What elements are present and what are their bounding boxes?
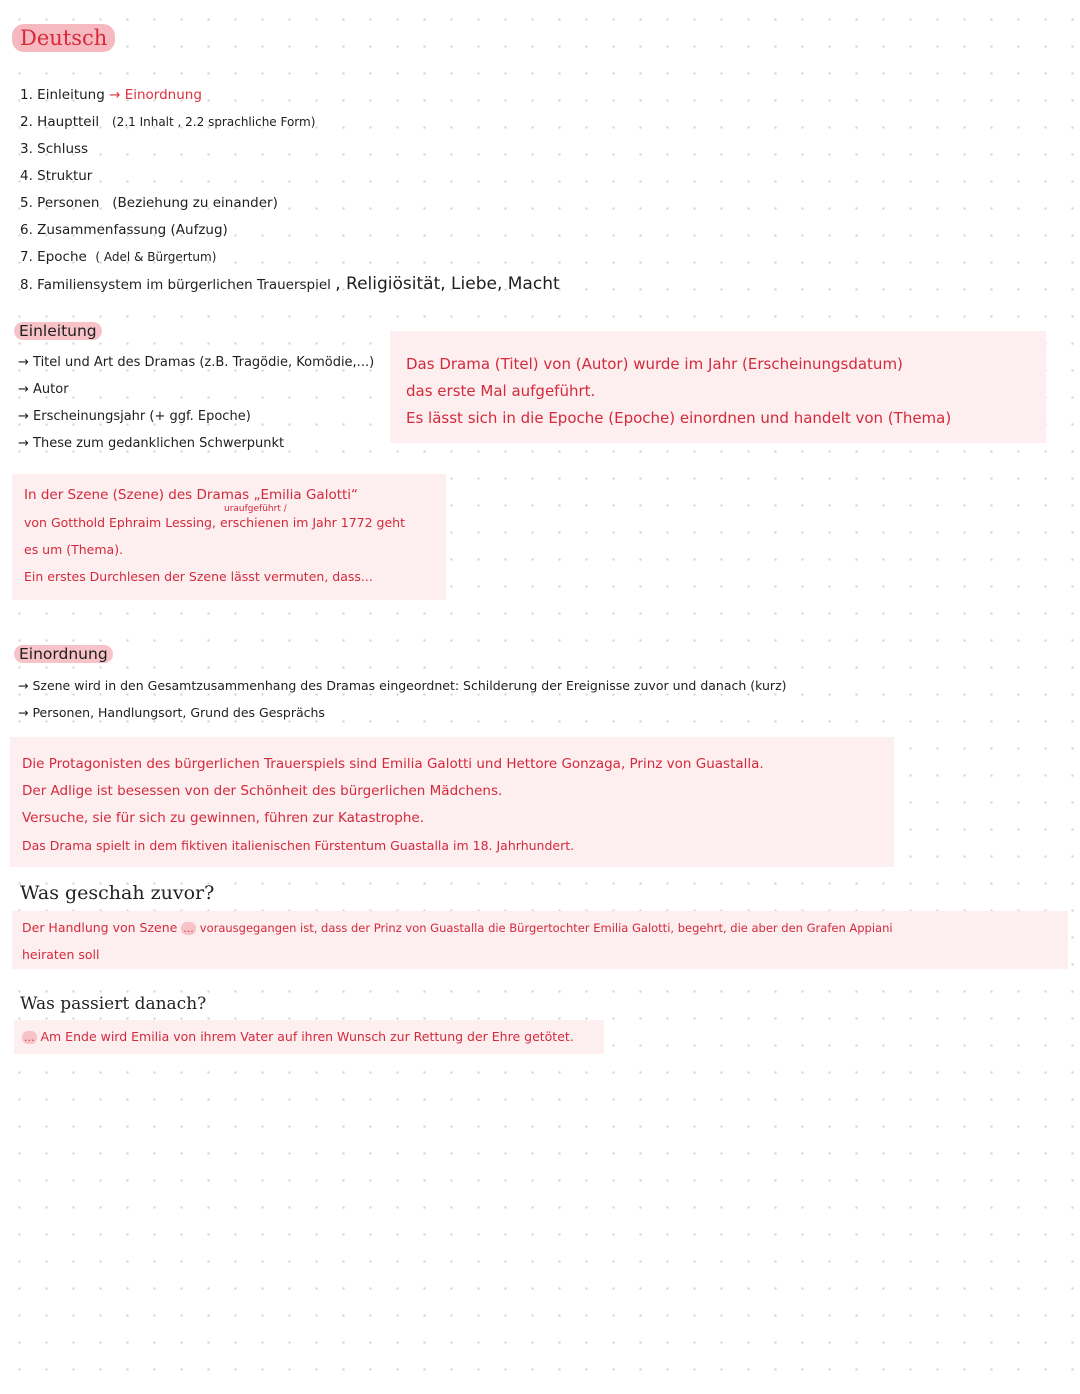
list-item: → Titel und Art des Dramas (z.B. Tragödie, Komödie,...) — [18, 355, 375, 370]
before-line-2: heiraten soll — [22, 947, 100, 962]
einleitung-template-box — [390, 331, 1046, 443]
outline-item-3: 3. Schluss — [20, 141, 89, 157]
section-heading-einordnung: Einordnung — [14, 645, 113, 663]
example-line-3: es um (Thema). — [24, 542, 124, 557]
outline-list — [20, 82, 560, 299]
einordnung-bullet-list — [18, 672, 1018, 726]
ellipsis-marker: ... — [24, 1031, 35, 1044]
einleitung-bullet-list — [18, 349, 388, 457]
after-answer-box: ... Am Ende wird Emilia von ihrem Vater auf ihren Wunsch zur Rettung der Ehre getötet. — [14, 1020, 604, 1054]
arrow-icon: → — [109, 87, 121, 103]
question-before: Was geschah zuvor? — [20, 882, 215, 904]
list-item: → Erscheinungsjahr (+ ggf. Epoche) — [18, 409, 251, 424]
page-title: Deutsch — [12, 24, 115, 52]
summary-line-1: Die Protagonisten des bürgerlichen Trauerspiels sind Emilia Galotti und Hettore Gonzaga, Prinz von Guastalla. — [22, 756, 764, 772]
list-item: → Personen, Handlungsort, Grund des Gesprächs — [18, 705, 325, 720]
question-after: Was passiert danach? — [20, 994, 207, 1014]
summary-line-2: Der Adlige ist besessen von der Schönheit des bürgerlichen Mädchens. — [22, 783, 503, 799]
example-line-2: von Gotthold Ephraim Lessing, erschienen im Jahr 1772 geht — [24, 515, 405, 530]
list-item: → These zum gedanklichen Schwerpunkt — [18, 436, 285, 451]
einleitung-example-box — [12, 474, 446, 600]
template-line-2: das erste Mal aufgeführt. — [406, 382, 596, 400]
outline-item-8: 8. Familiensystem im bürgerlichen Trauerspiel , Religiösität, Liebe, Macht — [20, 274, 560, 294]
example-line-4: Ein erstes Durchlesen der Szene lässt vermuten, dass... — [24, 569, 373, 584]
outline-item-5: 5. Personen (Beziehung zu einander) — [20, 195, 278, 211]
ellipsis-marker: ... — [183, 922, 194, 935]
list-item: → Autor — [18, 382, 69, 397]
outline-item-7: 7. Epoche ( Adel & Bürgertum) — [20, 249, 217, 265]
summary-line-4: Das Drama spielt in dem fiktiven italienischen Fürstentum Guastalla im 18. Jahrhundert. — [22, 838, 575, 853]
list-item: → Szene wird in den Gesamtzusammenhang des Dramas eingeordnet: Schilderung der Ereignisse zuvor und danach (kurz) — [18, 678, 787, 693]
example-line-1: In der Szene (Szene) des Dramas „Emilia Galotti“ — [24, 487, 359, 503]
template-line-1: Das Drama (Titel) von (Autor) wurde im Jahr (Erscheinungsdatum) — [406, 355, 903, 373]
summary-line-3: Versuche, sie für sich zu gewinnen, führen zur Katastrophe. — [22, 810, 425, 826]
section-heading-einleitung: Einleitung — [14, 322, 102, 340]
before-answer-box — [12, 911, 1068, 969]
before-line-1: Der Handlung von Szene ... vorausgegangen ist, dass der Prinz von Guastalla die Bürgertochter Emilia Galotti, begehrt, die aber den Grafen Appiani — [22, 920, 893, 935]
example-annotation: uraufgeführt / — [224, 504, 287, 514]
einordnung-summary-box — [10, 737, 894, 867]
template-line-3: Es lässt sich in die Epoche (Epoche) einordnen und handelt von (Thema) — [406, 409, 952, 427]
outline-item-4: 4. Struktur — [20, 168, 93, 184]
outline-item-6: 6. Zusammenfassung (Aufzug) — [20, 222, 228, 238]
outline-item-1: 1. Einleitung → Einordnung — [20, 87, 202, 103]
outline-item-2: 2. Hauptteil (2.1 Inhalt , 2.2 sprachliche Form) — [20, 114, 316, 130]
